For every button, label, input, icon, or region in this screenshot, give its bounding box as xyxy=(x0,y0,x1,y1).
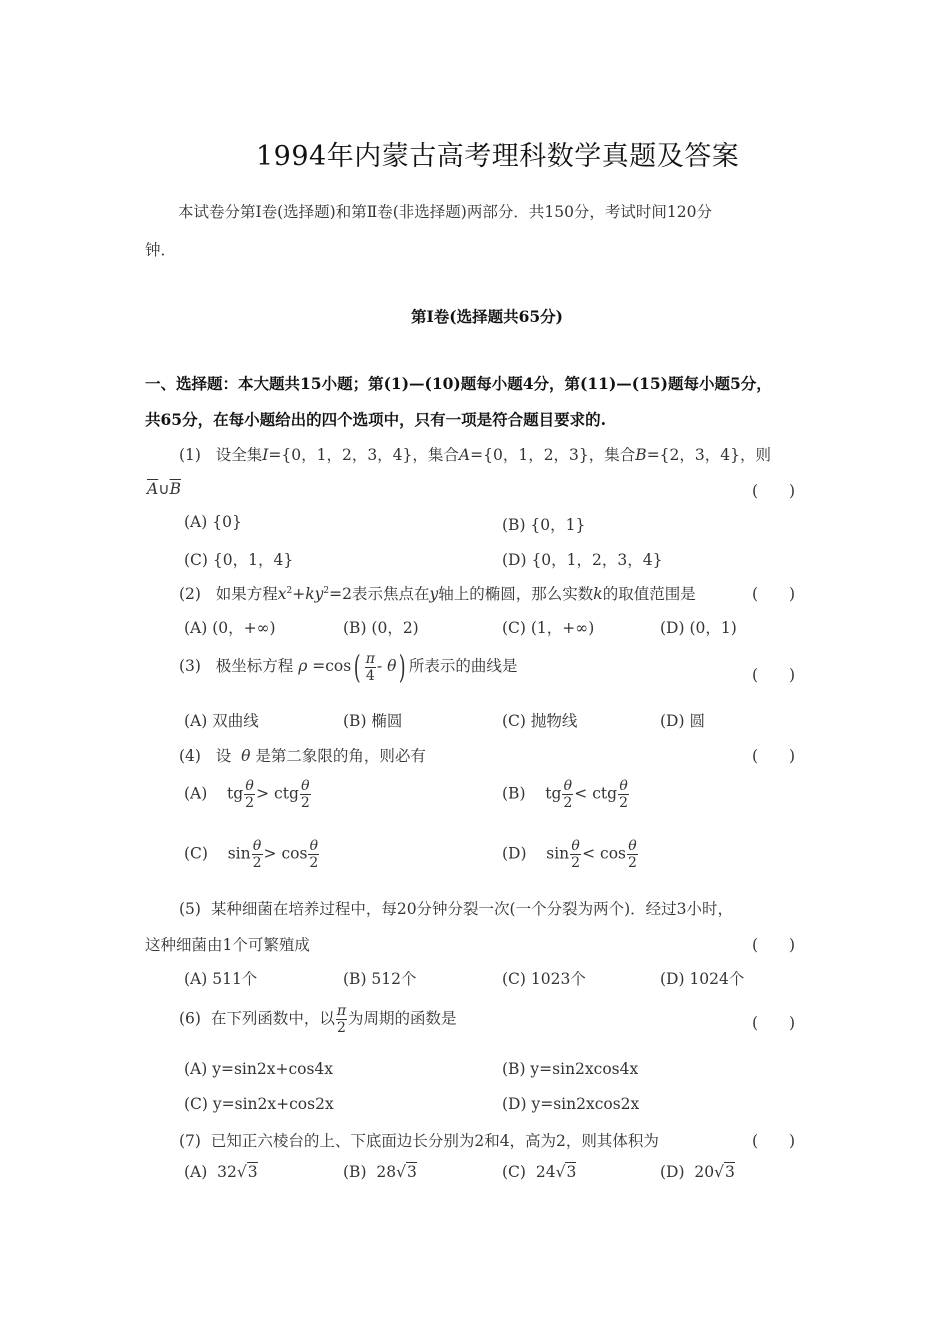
q1-option-d: (D) {0，1，2，3，4} xyxy=(502,551,663,569)
question-2-stem: (2) 如果方程$x^2+ky^2=2$表示焦点在y轴上的椭圆，那么实数k的取值范围是 xyxy=(179,585,696,603)
question-4-stem: (4) 设 θ 是第二象限的角，则必有 xyxy=(179,747,426,765)
q3-option-c: (C) 抛物线 xyxy=(502,712,578,730)
left-paren: ( xyxy=(354,648,361,686)
q3-option-b: (B) 椭圆 xyxy=(343,712,403,730)
q7-option-a: (A) 32√3 xyxy=(184,1163,258,1181)
q1-option-a: (A) {0} xyxy=(184,513,242,531)
q5-option-b: (B) 512个 xyxy=(343,970,417,988)
q7-option-c: (C) 24√3 xyxy=(502,1163,577,1181)
q6-option-a: (A) y=sin2x+cos4x xyxy=(184,1060,334,1078)
fraction-pi-over-4: $\frac{\pi}{4}$ xyxy=(365,650,375,684)
answer-bracket: ( ) xyxy=(752,747,796,765)
q3-option-d: (D) 圆 xyxy=(660,712,705,730)
question-number: (2) xyxy=(179,585,201,603)
answer-bracket: ( ) xyxy=(752,1014,796,1032)
section-heading-line-2: 共65分，在每小题给出的四个选项中，只有一项是符合题目要求的. xyxy=(145,410,606,429)
right-paren: ) xyxy=(399,648,407,686)
page-title: 1994年内蒙古高考理科数学真题及答案 xyxy=(256,141,740,172)
answer-bracket: ( ) xyxy=(752,936,796,954)
section-heading-line-1: 一、选择题：本大题共15小题；第(1)—(10)题每小题4分，第(11)—(15)题每小题5分， xyxy=(145,374,772,393)
question-number: (7) xyxy=(179,1132,201,1150)
q1-option-c: (C) {0，1，4} xyxy=(184,551,294,569)
q4-option-a: (A) tg $\frac{\theta}{2}$ > ctg $\frac{\theta}{2}$ xyxy=(184,778,310,811)
q2-option-c: (C) (1，+∞) xyxy=(502,619,595,637)
question-number: (4) xyxy=(179,747,201,765)
q5-option-c: (C) 1023个 xyxy=(502,970,586,988)
question-number: (5) xyxy=(179,900,201,918)
question-1-expression: $\overline{A}\cup\overline{B}$ xyxy=(147,480,181,498)
answer-bracket: ( ) xyxy=(752,482,796,500)
question-5-stem-cont: 这种细菌由1个可繁殖成 xyxy=(145,936,310,954)
q2-option-d: (D) (0，1) xyxy=(660,619,737,637)
q2-option-b: (B) (0，2) xyxy=(343,619,419,637)
question-number: (3) xyxy=(179,657,201,675)
question-3-stem: (3) 极坐标方程 ρ =cos( $\frac{\pi}{4}$ - θ) 所表示的曲线是 xyxy=(179,648,518,686)
q5-option-d: (D) 1024个 xyxy=(660,970,745,988)
intro-line-2: 钟． xyxy=(145,241,177,259)
fraction-pi-over-2: $\frac{\pi}{2}$ xyxy=(336,1003,347,1036)
answer-bracket: ( ) xyxy=(752,1132,796,1150)
q4-option-d: (D) sin $\frac{\theta}{2}$ < cos $\frac{\theta}{2}$ xyxy=(502,838,637,871)
question-6-stem: (6) 在下列函数中，以 $\frac{\pi}{2}$ 为周期的函数是 xyxy=(179,1003,457,1036)
answer-bracket: ( ) xyxy=(752,585,796,603)
q3-option-a: (A) 双曲线 xyxy=(184,712,259,730)
q6-option-d: (D) y=sin2xcos2x xyxy=(502,1095,640,1113)
q7-option-d: (D) 20√3 xyxy=(660,1163,735,1181)
question-1-stem: (1) 设全集I={0，1，2，3，4}，集合A={0，1，2，3}，集合B={2，3，4}，则 xyxy=(179,446,771,464)
q6-option-b: (B) y=sin2xcos4x xyxy=(502,1060,639,1078)
q4-option-c: (C) sin $\frac{\theta}{2}$ > cos $\frac{\theta}{2}$ xyxy=(184,838,319,871)
intro-line-1: 本试卷分第Ⅰ卷(选择题)和第Ⅱ卷(非选择题)两部分．共150分，考试时间120分 xyxy=(178,203,713,221)
question-5-stem: (5) 某种细菌在培养过程中，每20分钟分裂一次(一个分裂为两个)．经过3小时， xyxy=(179,900,734,918)
question-number: (6) xyxy=(179,1009,201,1028)
question-number: (1) xyxy=(179,446,201,464)
q1-option-b: (B) {0，1} xyxy=(502,516,586,534)
q7-option-b: (B) 28√3 xyxy=(343,1163,417,1181)
question-7-stem: (7) 已知正六棱台的上、下底面边长分别为2和4，高为2，则其体积为 xyxy=(179,1132,659,1150)
q6-option-c: (C) y=sin2x+cos2x xyxy=(184,1095,334,1113)
q5-option-a: (A) 511个 xyxy=(184,970,258,988)
part1-heading: 第Ⅰ卷(选择题共65分) xyxy=(411,307,563,326)
answer-bracket: ( ) xyxy=(752,666,796,684)
q2-option-a: (A) (0，+∞) xyxy=(184,619,276,637)
q4-option-b: (B) tg $\frac{\theta}{2}$ < ctg $\frac{\theta}{2}$ xyxy=(502,778,628,811)
